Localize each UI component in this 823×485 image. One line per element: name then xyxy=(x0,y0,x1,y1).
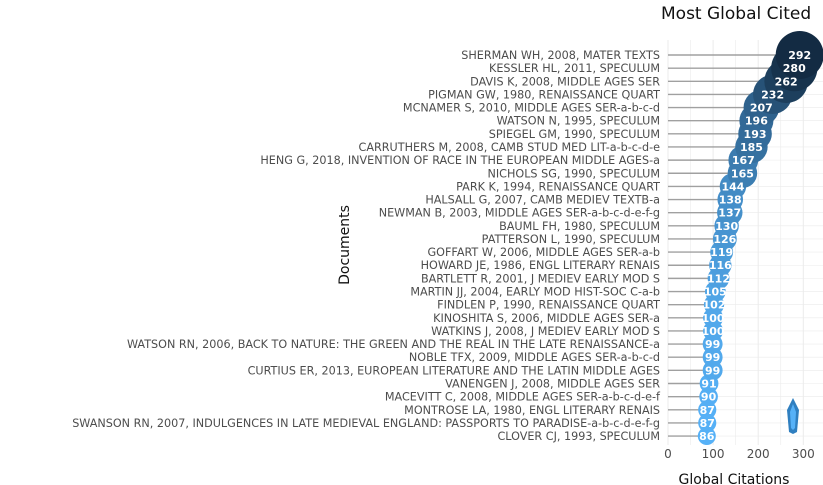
document-label: HENG G, 2018, INVENTION OF RACE IN THE EUROPEAN MIDDLE AGES-a xyxy=(260,154,660,168)
document-label: CARRUTHERS M, 2008, CAMB STUD MED LIT-a-b-c-d-e xyxy=(358,140,660,154)
value-label: 144 xyxy=(721,180,745,194)
value-label: 99 xyxy=(704,364,721,378)
document-label: HALSALL G, 2007, CAMB MEDIEV TEXTB-a xyxy=(425,193,660,207)
document-label: WATSON RN, 2006, BACK TO NATURE: THE GREEN AND THE REAL IN THE LATE RENAISSANCE-a xyxy=(126,338,660,352)
x-tick-label: 0 xyxy=(664,447,672,461)
value-label: 165 xyxy=(730,167,754,181)
x-tick-label: 100 xyxy=(701,447,725,461)
chart-title: Most Global Cited xyxy=(661,4,812,24)
document-label: FINDLEN P, 1990, RENAISSANCE QUART xyxy=(437,298,660,312)
value-label: 207 xyxy=(749,101,773,115)
value-label: 112 xyxy=(707,272,730,286)
x-axis-title: Global Citations xyxy=(678,472,790,485)
x-tick-layer xyxy=(664,447,815,461)
document-label: KINOSHITA S, 2006, MIDDLE AGES SER-a xyxy=(433,311,660,325)
value-label: 99 xyxy=(704,351,721,365)
value-label: 119 xyxy=(710,246,734,260)
document-label: SHERMAN WH, 2008, MATER TEXTS xyxy=(461,49,660,62)
document-label: MARTIN JJ, 2004, EARLY MOD HIST-SOC C-a-b xyxy=(410,285,660,299)
value-label: 126 xyxy=(713,232,737,246)
y-axis-title: Documents xyxy=(337,205,353,285)
document-label: NOBLE TFX, 2009, MIDDLE AGES SER-a-b-c-d xyxy=(408,351,660,365)
document-label: MONTROSE LA, 1980, ENGL LITERARY RENAIS xyxy=(404,403,660,417)
document-label: PARK K, 1994, RENAISSANCE QUART xyxy=(456,180,660,194)
document-label: BAUML FH, 1980, SPECULUM xyxy=(499,219,660,233)
document-label: HOWARD JE, 1986, ENGL LITERARY RENAIS xyxy=(420,259,660,273)
document-label: BARTLETT R, 2001, J MEDIEV EARLY MOD S xyxy=(420,272,660,286)
value-label: 193 xyxy=(743,127,767,141)
document-label: NEWMAN B, 2003, MIDDLE AGES SER-a-b-c-d-e-f-g xyxy=(378,206,660,220)
value-label: 167 xyxy=(731,154,755,168)
document-label: VANENGEN J, 2008, MIDDLE AGES SER xyxy=(445,377,660,391)
document-label: SPIEGEL GM, 1990, SPECULUM xyxy=(488,127,660,141)
x-tick-label: 200 xyxy=(746,447,770,461)
document-label: WATKINS J, 2008, J MEDIEV EARLY MOD S xyxy=(431,324,660,338)
value-label: 292 xyxy=(788,49,812,62)
value-label: 99 xyxy=(704,338,721,352)
document-label: PIGMAN GW, 1980, RENAISSANCE QUART xyxy=(428,88,660,102)
document-label: SWANSON RN, 2007, INDULGENCES IN LATE MEDIEVAL ENGLAND: PASSPORTS TO PARADISE-a-b-c-d-e-f-g xyxy=(72,416,660,430)
value-label: 87 xyxy=(699,403,715,417)
document-label: KESSLER HL, 2011, SPECULUM xyxy=(488,62,660,76)
value-label: 87 xyxy=(699,416,715,430)
value-label: 116 xyxy=(708,259,732,273)
value-label: 232 xyxy=(761,88,785,102)
value-label: 100 xyxy=(701,324,725,338)
legend-color-icon xyxy=(787,398,799,434)
value-label: 91 xyxy=(701,377,717,391)
value-label: 105 xyxy=(703,285,727,299)
document-label: CURTIUS ER, 2013, EUROPEAN LITERATURE AND THE LATIN MIDDLE AGES xyxy=(247,364,660,378)
value-label: 196 xyxy=(744,114,768,128)
document-label: CLOVER CJ, 1993, SPECULUM xyxy=(497,430,660,444)
document-label: MCNAMER S, 2010, MIDDLE AGES SER-a-b-c-d xyxy=(402,101,660,115)
x-tick-label: 300 xyxy=(791,447,815,461)
value-label: 100 xyxy=(701,311,725,325)
value-label: 137 xyxy=(718,206,742,220)
value-label: 102 xyxy=(702,298,726,312)
value-label: 90 xyxy=(700,390,717,404)
document-label: MACEVITT C, 2008, MIDDLE AGES SER-a-b-c-d-e-f xyxy=(384,390,660,404)
value-label: 262 xyxy=(774,75,798,89)
document-label: GOFFART W, 2006, MIDDLE AGES SER-a-b xyxy=(427,246,660,260)
document-label: DAVIS K, 2008, MIDDLE AGES SER xyxy=(470,75,660,89)
value-label: 86 xyxy=(699,430,715,444)
value-label: 280 xyxy=(782,62,806,76)
document-label: WATSON N, 1995, SPECULUM xyxy=(496,114,660,128)
document-label: NICHOLS SG, 1990, SPECULUM xyxy=(487,167,660,181)
value-label: 130 xyxy=(715,219,739,233)
value-label: 138 xyxy=(718,193,742,207)
value-label: 185 xyxy=(739,140,763,154)
document-label: PATTERSON L, 1990, SPECULUM xyxy=(481,232,660,246)
